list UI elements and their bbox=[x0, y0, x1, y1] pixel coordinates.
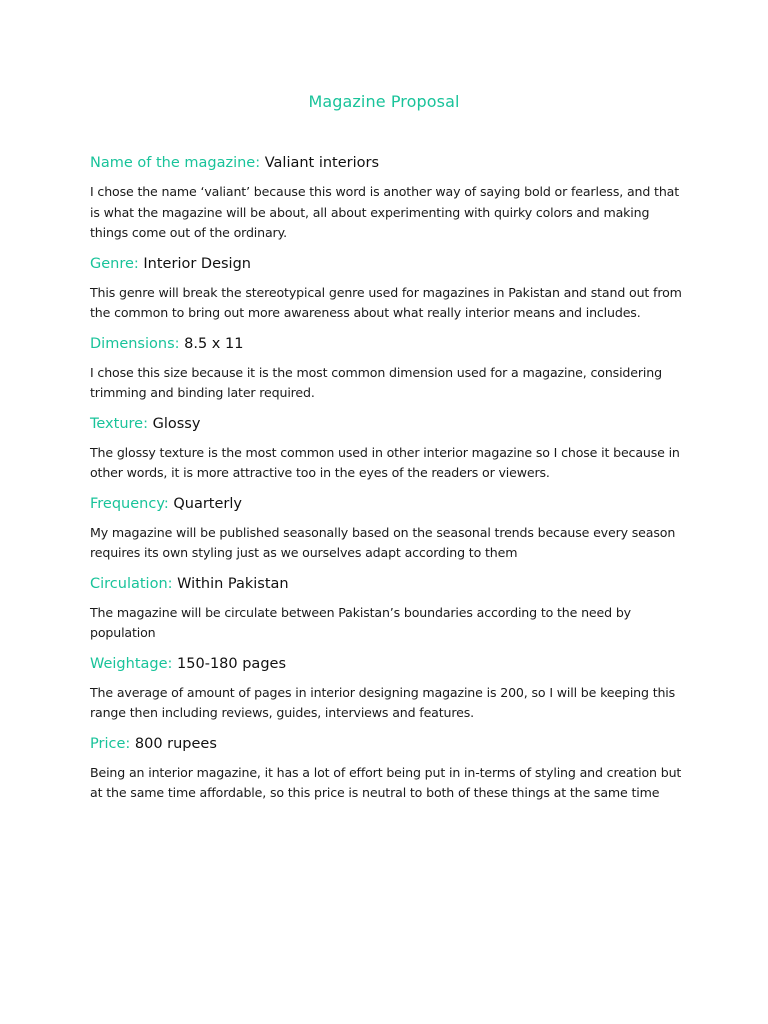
section-paragraph: I chose this size because it is the most common dimension used for a magazine, considering trimming and binding later required. bbox=[90, 364, 662, 400]
field-label: Price: bbox=[90, 735, 131, 752]
section-paragraph: The average of amount of pages in interior designing magazine is 200, so I will be keeping this range then including reviews, guides, interviews and features. bbox=[90, 684, 676, 720]
section-heading bbox=[90, 254, 690, 274]
section-heading bbox=[90, 334, 690, 354]
field-label: Circulation: bbox=[90, 575, 173, 592]
field-value: Within Pakistan bbox=[177, 575, 289, 592]
field-value: Interior Design bbox=[143, 255, 251, 272]
section-heading bbox=[90, 494, 690, 514]
field-value: 8.5 x 11 bbox=[184, 335, 244, 352]
section-paragraph: The glossy texture is the most common used in other interior magazine so I chose it because in other words, it is more attractive too in the eyes of the readers or viewers. bbox=[90, 444, 680, 480]
field-value: Glossy bbox=[152, 415, 201, 432]
section-name bbox=[90, 153, 690, 244]
field-label: Weightage: bbox=[90, 655, 173, 672]
section-heading bbox=[90, 153, 690, 173]
section-texture bbox=[90, 414, 690, 484]
section-heading bbox=[90, 654, 690, 674]
section-circulation bbox=[90, 574, 690, 644]
field-label: Texture: bbox=[90, 415, 148, 432]
section-heading bbox=[90, 414, 690, 434]
section-paragraph: Being an interior magazine, it has a lot of effort being put in in-terms of styling and creation but at the same time affordable, so this price is neutral to both of these things at the same time bbox=[90, 764, 682, 800]
section-paragraph: This genre will break the stereotypical genre used for magazines in Pakistan and stand out from the common to bring out more awareness about what really interior means and includes. bbox=[90, 284, 682, 320]
field-label: Dimensions: bbox=[90, 335, 180, 352]
section-weightage bbox=[90, 654, 690, 724]
section-frequency bbox=[90, 494, 690, 564]
section-paragraph: My magazine will be published seasonally based on the seasonal trends because every season requires its own styling just as we ourselves adapt according to them bbox=[90, 524, 676, 560]
section-heading bbox=[90, 734, 690, 754]
field-label: Name of the magazine: bbox=[90, 155, 261, 171]
field-value: 150-180 pages bbox=[177, 655, 286, 672]
document-body bbox=[90, 153, 690, 814]
section-heading bbox=[90, 574, 690, 594]
field-label: Frequency: bbox=[90, 495, 169, 512]
field-value: 800 rupees bbox=[134, 735, 217, 752]
section-paragraph: I chose the name ‘valiant’ because this word is another way of saying bold or fearless, and that is what the magazine will be about, all about experimenting with quirky colors and making things come out of the ordinary. bbox=[90, 184, 680, 240]
section-price bbox=[90, 734, 690, 804]
section-dimensions bbox=[90, 334, 690, 404]
section-genre bbox=[90, 254, 690, 324]
field-value: Quarterly bbox=[173, 495, 242, 512]
document-title: Magazine Proposal bbox=[308, 92, 460, 111]
section-paragraph: The magazine will be circulate between Pakistan’s boundaries according to the need by population bbox=[90, 604, 631, 640]
field-value: Valiant interiors bbox=[264, 155, 380, 171]
field-label: Genre: bbox=[90, 255, 139, 272]
